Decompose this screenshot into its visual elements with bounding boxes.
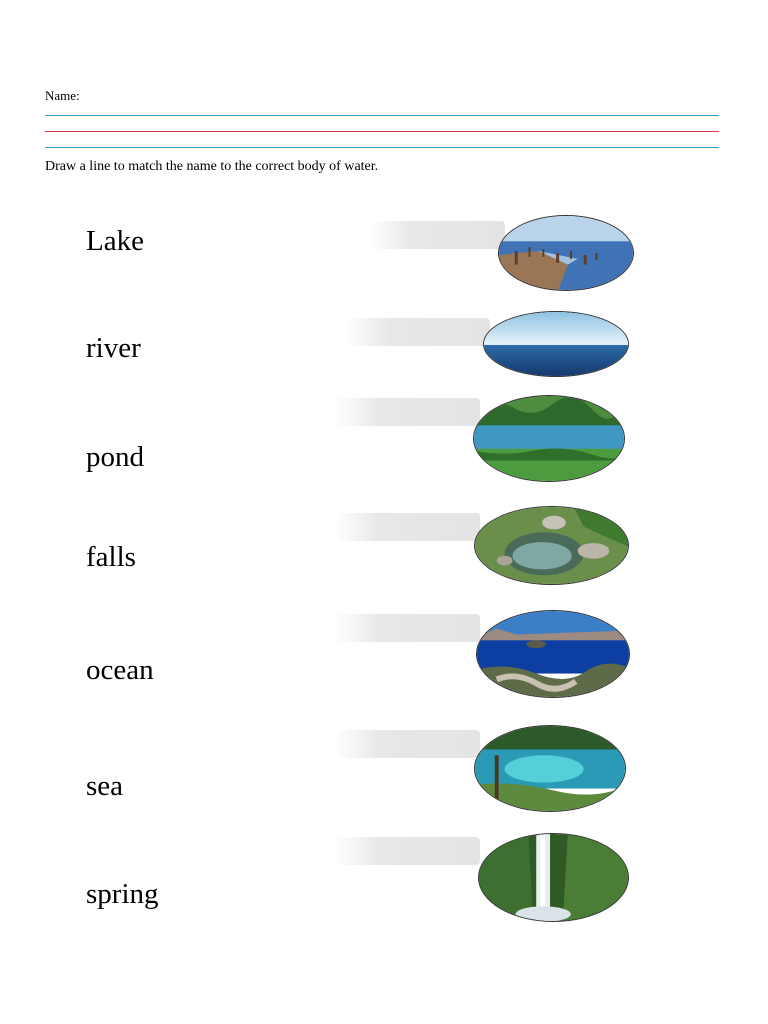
crater-lake-picture[interactable] — [476, 610, 630, 698]
picture-shadow — [335, 837, 480, 865]
word-spring[interactable]: spring — [86, 878, 159, 910]
word-sea[interactable]: sea — [86, 770, 124, 802]
name-line-bottom — [45, 147, 719, 148]
word-falls[interactable]: falls — [86, 541, 136, 573]
open-sea-horizon-picture[interactable] — [483, 311, 629, 377]
picture-shadow — [335, 730, 480, 758]
word-river[interactable]: river — [86, 332, 141, 364]
instructions: Draw a line to match the name to the correct body of water. — [45, 159, 379, 174]
picture-shadow — [335, 614, 480, 642]
small-pond-with-rocks-picture[interactable] — [474, 506, 629, 585]
picture-shadow — [345, 318, 490, 346]
river-between-grass-picture[interactable] — [473, 395, 625, 482]
word-lake[interactable]: Lake — [86, 225, 144, 257]
word-ocean[interactable]: ocean — [86, 654, 154, 686]
beach-with-people-picture[interactable] — [498, 215, 634, 291]
word-pond[interactable]: pond — [86, 441, 144, 473]
waterfall-in-jungle-picture[interactable] — [478, 833, 629, 922]
name-line-middle — [45, 131, 719, 132]
name-label: Name: — [45, 88, 80, 103]
picture-shadow — [335, 398, 480, 426]
picture-shadow — [370, 221, 505, 249]
name-line-top — [45, 115, 719, 116]
picture-shadow — [335, 513, 480, 541]
turquoise-spring-pool-picture[interactable] — [474, 725, 626, 812]
